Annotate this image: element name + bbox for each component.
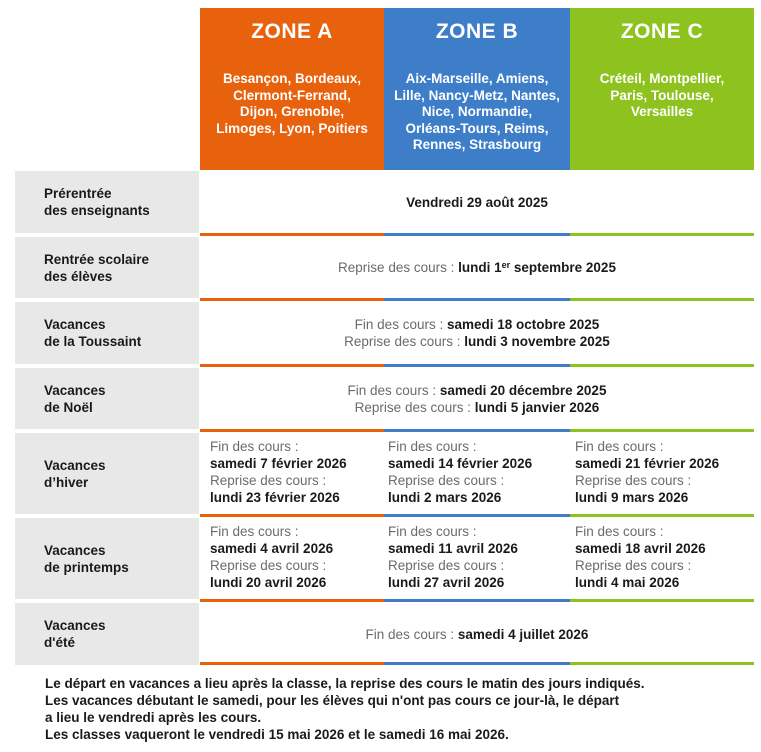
- row-separator: [570, 599, 754, 602]
- hiver-zone-a: Fin des cours : samedi 7 février 2026 Reprise des cours : lundi 23 février 2026: [210, 439, 347, 505]
- row-label-toussaint: Vacances de la Toussaint: [15, 302, 199, 364]
- row-separator: [200, 429, 384, 432]
- printemps-zone-c: Fin des cours : samedi 18 avril 2026 Reprise des cours : lundi 4 mai 2026: [575, 524, 706, 590]
- row-separator: [384, 233, 570, 236]
- row-separator: [200, 233, 384, 236]
- noel-dates: Fin des cours : samedi 20 décembre 2025 Reprise des cours : lundi 5 janvier 2026: [347, 382, 607, 415]
- row-separator: [200, 514, 384, 517]
- zone-a-header: ZONE A: [200, 8, 384, 55]
- row-label-ete: Vacances d'été: [15, 603, 199, 665]
- row-label-noel: Vacances de Noël: [15, 368, 199, 429]
- toussaint-dates: Fin des cours : samedi 18 octobre 2025 Reprise des cours : lundi 3 novembre 2025: [344, 317, 610, 349]
- printemps-zone-a: Fin des cours : samedi 4 avril 2026 Reprise des cours : lundi 20 avril 2026: [210, 524, 334, 590]
- printemps-zone-b: Fin des cours : samedi 11 avril 2026 Reprise des cours : lundi 27 avril 2026: [388, 524, 518, 590]
- row-separator: [384, 662, 570, 665]
- hiver-zone-c: Fin des cours : samedi 21 février 2026 Reprise des cours : lundi 9 mars 2026: [575, 439, 720, 505]
- row-label-prerentree: Prérentrée des enseignants: [15, 171, 199, 233]
- row-separator: [384, 514, 570, 517]
- rentree-date: Reprise des cours : lundi 1er septembre 2025: [338, 260, 616, 275]
- row-separator: [570, 298, 754, 301]
- zone-c-cities: Créteil, Montpellier, Paris, Toulouse, Versailles: [570, 55, 754, 170]
- hiver-zone-b: Fin des cours : samedi 14 février 2026 Reprise des cours : lundi 2 mars 2026: [388, 439, 533, 505]
- row-separator: [200, 364, 384, 367]
- row-separator: [200, 298, 384, 301]
- row-label-rentree: Rentrée scolaire des élèves: [15, 237, 199, 298]
- prerentree-date: Vendredi 29 août 2025: [406, 194, 548, 210]
- zone-b-header: ZONE B: [384, 8, 570, 55]
- row-label-hiver: Vacances d’hiver: [15, 433, 199, 514]
- zone-a-cities: Besançon, Bordeaux, Clermont-Ferrand, Dijon, Grenoble, Limoges, Lyon, Poitiers: [200, 55, 384, 170]
- row-separator: [200, 662, 384, 665]
- row-separator: [570, 233, 754, 236]
- row-separator: [570, 429, 754, 432]
- zone-b-cities: Aix-Marseille, Amiens, Lille, Nancy-Metz, Nantes, Nice, Normandie, Orléans-Tours, Reims, Rennes, Strasbourg: [384, 55, 570, 170]
- row-separator: [570, 514, 754, 517]
- row-separator: [200, 599, 384, 602]
- row-separator: [570, 662, 754, 665]
- footnotes: Le départ en vacances a lieu après la classe, la reprise des cours le matin des jours indiqués. Les vacances débutant le samedi, pour les élèves qui n'ont pas cours ce jour-là, le départ a lieu le vendredi après les cours. Les classes vaqueront le vendredi 15 mai 2026 et le samedi 16 mai 2026.: [45, 676, 645, 742]
- row-label-printemps: Vacances de printemps: [15, 518, 199, 599]
- row-separator: [384, 298, 570, 301]
- zone-c-header: ZONE C: [570, 8, 754, 55]
- row-separator: [384, 429, 570, 432]
- ete-date: Fin des cours : samedi 4 juillet 2026: [365, 626, 589, 642]
- row-separator: [570, 364, 754, 367]
- row-separator: [384, 364, 570, 367]
- row-separator: [384, 599, 570, 602]
